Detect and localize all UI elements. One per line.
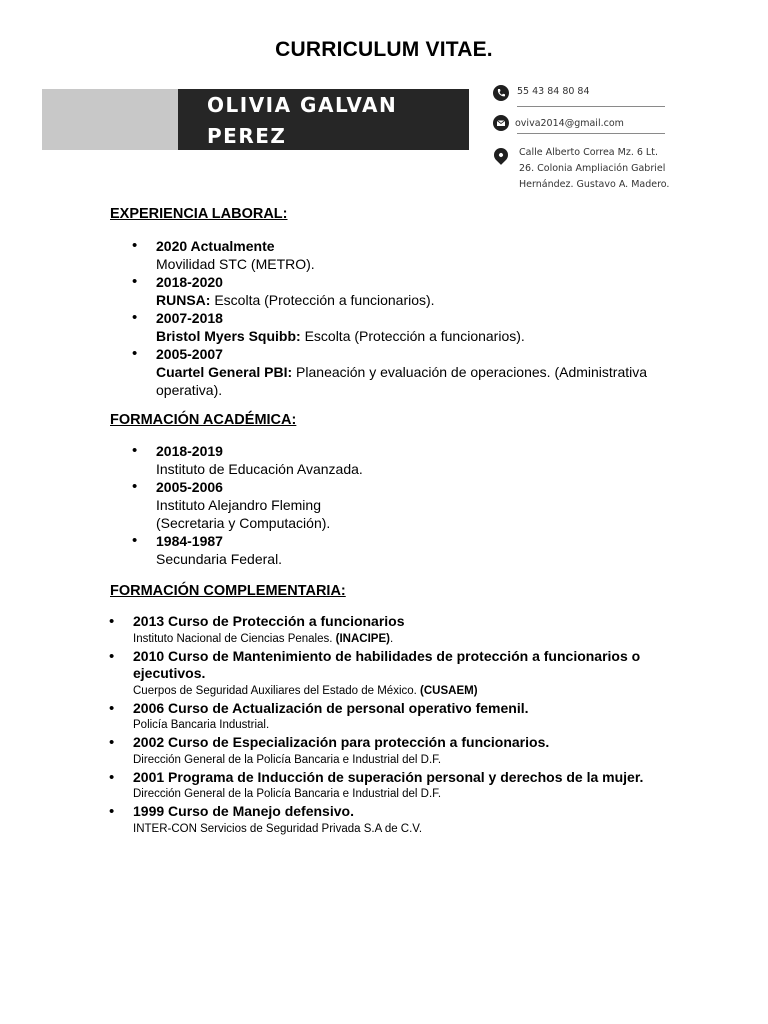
list-item	[156, 273, 676, 309]
experience-description: Planeación y evaluación de operaciones. (Administrativa operativa).	[156, 364, 648, 398]
list-item	[156, 345, 676, 399]
experience-year: • 2018-2020	[156, 274, 223, 290]
course-title: • 2013 Curso de Protección a funcionarios	[133, 613, 405, 629]
list-item	[133, 613, 673, 648]
education-year: • 1984-1987	[156, 533, 223, 549]
email-address[interactable]: oviva2014@gmail.com	[515, 118, 624, 129]
location-pin-icon	[491, 145, 511, 165]
list-item	[156, 237, 676, 273]
provider-end: .	[389, 632, 394, 645]
address-line: Calle Alberto Correa Mz. 6 Lt.	[519, 147, 658, 158]
provider-acronym: (INACIPE)	[335, 632, 390, 645]
experience-year: • 2005-2007	[156, 346, 223, 362]
name-line-2: PEREZ	[207, 124, 287, 148]
list-item	[133, 803, 673, 838]
list-item	[133, 769, 673, 804]
experience-org: RUNSA:	[156, 292, 211, 308]
course-title: • 1999 Curso de Manejo defensivo.	[133, 803, 354, 819]
divider	[517, 106, 665, 107]
course-provider: Dirección General de la Policía Bancaria e Industrial del D.F.	[133, 788, 442, 800]
section-heading-experiencia: EXPERIENCIA LABORAL:	[110, 206, 288, 222]
list-item	[156, 532, 676, 568]
course-provider: INTER-CON Servicios de Seguridad Privada S.A de C.V.	[133, 822, 423, 835]
list-item	[156, 309, 676, 345]
full-name	[207, 90, 397, 152]
address-line: 26. Colonia Ampliación Gabriel	[519, 163, 666, 174]
experience-org: Bristol Myers Squibb:	[156, 328, 301, 344]
phone-icon	[493, 85, 509, 101]
education-year: • 2018-2019	[156, 443, 223, 459]
email-icon	[493, 115, 509, 131]
list-item	[133, 700, 673, 735]
education-institution: Instituto Alejandro Fleming	[156, 497, 321, 513]
section-heading-formacion: FORMACIÓN ACADÉMICA:	[110, 412, 297, 428]
name-banner-accent	[42, 89, 178, 150]
section-heading-complementaria: FORMACIÓN COMPLEMENTARIA:	[110, 583, 346, 599]
courses-list	[133, 613, 673, 838]
page-title: CURRICULUM VITAE.	[275, 38, 493, 61]
course-provider	[133, 683, 673, 700]
list-item	[133, 734, 673, 769]
list-item	[156, 478, 676, 532]
experience-year: • 2020 Actualmente	[156, 238, 275, 254]
name-line-1: OLIVIA GALVAN	[207, 93, 398, 117]
provider-text: Instituto Nacional de Ciencias Penales.	[133, 632, 336, 645]
education-institution: Instituto de Educación Avanzada.	[156, 461, 363, 477]
address-text	[519, 145, 669, 193]
education-list	[156, 442, 676, 568]
experience-description: Escolta (Protección a funcionarios).	[210, 292, 435, 308]
course-title: • 2006 Curso de Actualización de personal operativo femenil.	[133, 699, 529, 716]
provider-text: Cuerpos de Seguridad Auxiliares del Estado de México.	[133, 684, 421, 697]
experience-description: Escolta (Protección a funcionarios).	[300, 328, 525, 344]
course-provider	[133, 631, 673, 648]
experience-list	[156, 237, 676, 399]
experience-org: Cuartel General PBI:	[156, 364, 293, 380]
course-title: • 2010 Curso de Mantenimiento de habilidades de protección a funcionarios o ejecutivos.	[133, 647, 641, 681]
list-item	[133, 648, 673, 700]
education-institution: Secundaria Federal.	[156, 551, 283, 567]
experience-year: • 2007-2018	[156, 310, 223, 326]
provider-acronym: (CUSAEM)	[420, 684, 478, 697]
experience-description: Movilidad STC (METRO).	[156, 256, 315, 272]
list-item	[156, 442, 676, 478]
course-title: • 2001 Programa de Inducción de superación personal y derechos de la mujer.	[133, 768, 644, 785]
education-detail: (Secretaria y Computación).	[156, 515, 331, 531]
divider	[517, 133, 665, 134]
education-year: • 2005-2006	[156, 479, 223, 495]
address-line: Hernández. Gustavo A. Madero.	[519, 179, 670, 190]
phone-number[interactable]: 55 43 84 80 84	[517, 86, 590, 97]
course-title: • 2002 Curso de Especialización para protección a funcionarios.	[133, 734, 550, 750]
course-provider: Dirección General de la Policía Bancaria e Industrial del D.F.	[133, 753, 442, 766]
course-provider: Policía Bancaria Industrial.	[133, 719, 270, 731]
